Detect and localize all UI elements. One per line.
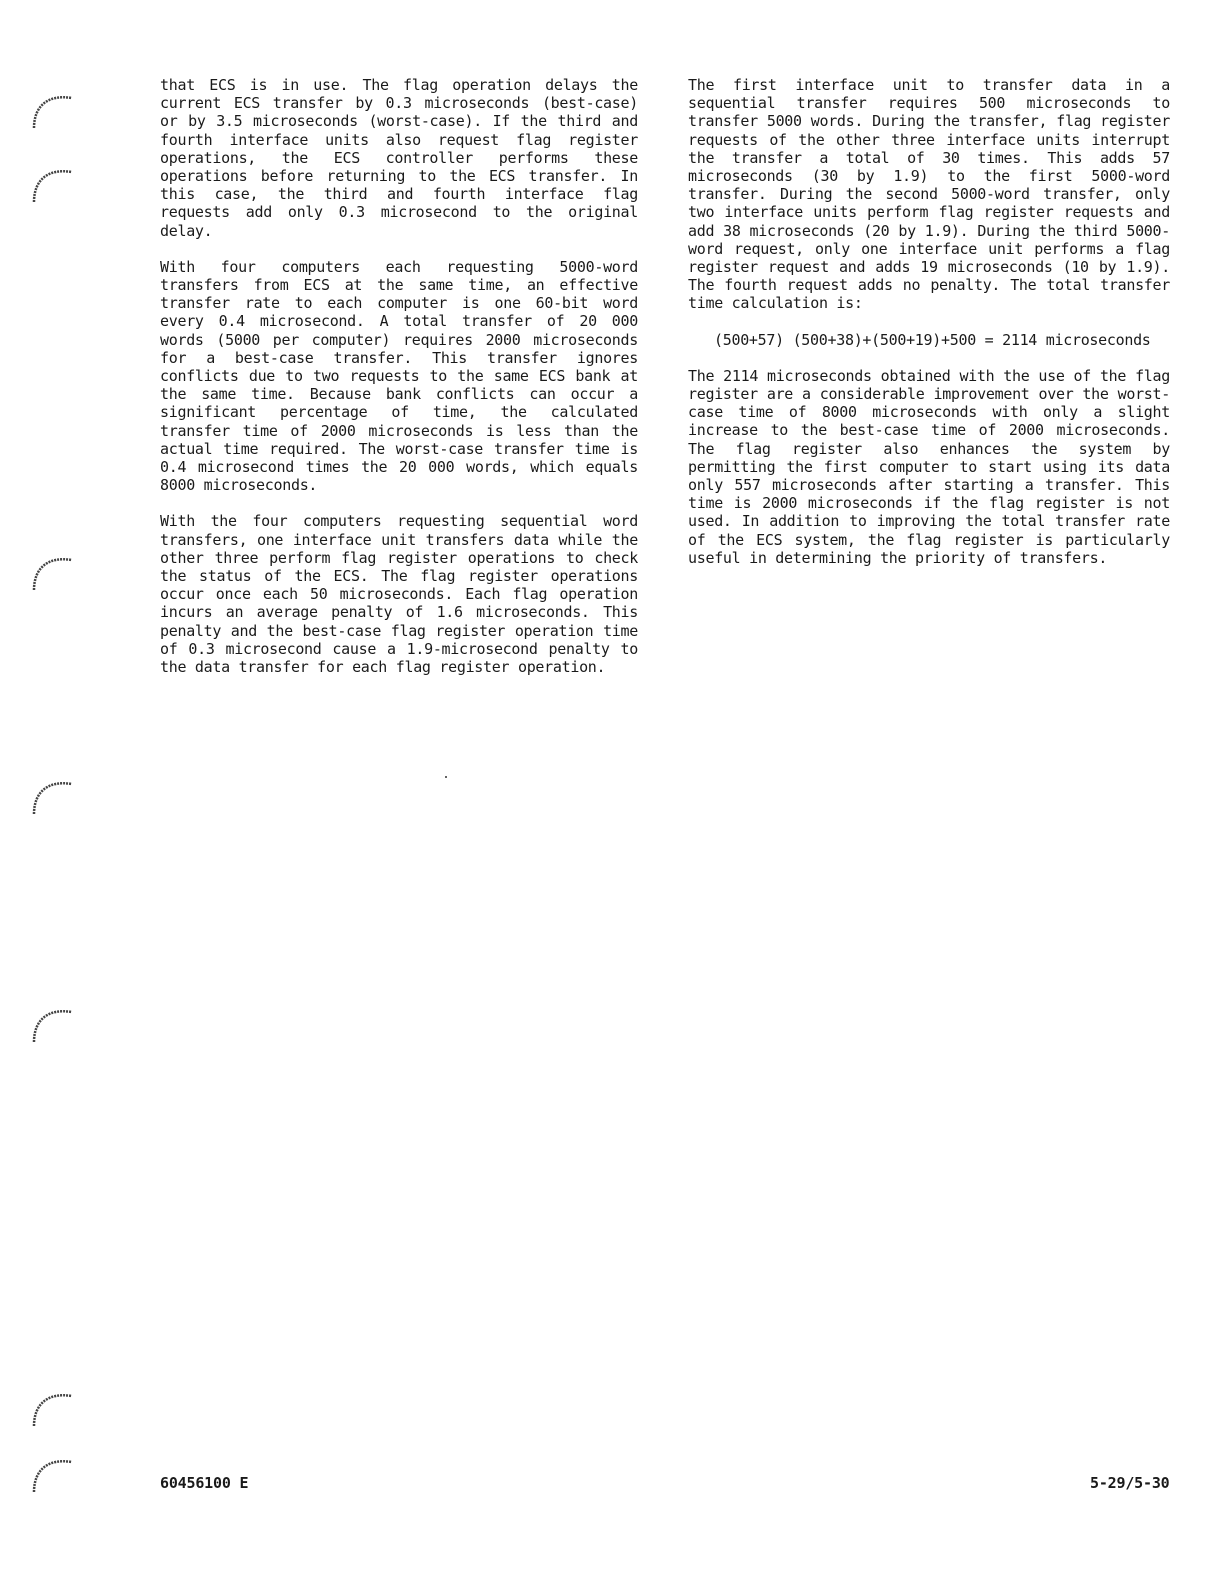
scan-speck bbox=[445, 776, 447, 778]
binder-hole-mark bbox=[28, 770, 76, 818]
binder-hole-mark bbox=[28, 1448, 76, 1496]
binder-hole-mark bbox=[28, 84, 76, 132]
binder-hole-mark bbox=[28, 158, 76, 206]
body-paragraph: With the four computers requesting sequential word transfers, one interface unit transfers data while the other three perform flag register operations to check the status of the ECS. The flag register operations occur once each 50 microseconds. Each flag operation incurs an average penalty of 1.6 microseconds. This penalty and the best-case flag register operation time of 0.3 microsecond cause a 1.9-microsecond penalty to the data transfer for each flag register operation. bbox=[160, 512, 638, 677]
left-text-column bbox=[160, 76, 638, 694]
body-paragraph: The 2114 microseconds obtained with the use of the flag register are a considerable improvement over the worst-case time of 8000 microseconds with only a slight increase to the best-case time of 2000 microseconds. The flag register also enhances the system by permitting the first computer to start using its data only 557 microseconds after starting a transfer. This time is 2000 microseconds if the flag register is not used. In addition to improving the total transfer rate of the ECS system, the flag register is particularly useful in determining the priority of transfers. bbox=[688, 366, 1170, 567]
body-paragraph: that ECS is in use. The flag operation delays the current ECS transfer by 0.3 microseconds (best-case) or by 3.5 microseconds (worst-case). If the third and fourth interface units also request flag register operations, the ECS controller performs these operations before returning to the ECS transfer. In this case, the third and fourth interface flag requests add only 0.3 microsecond to the original delay. bbox=[160, 76, 638, 240]
body-paragraph: With four computers each requesting 5000-word transfers from ECS at the same time, an effective transfer rate to each computer is one 60-bit word every 0.4 microsecond. A total transfer of 20 000 words (5000 per computer) requires 2000 microseconds for a best-case transfer. This transfer ignores conflicts due to two requests to the same ECS bank at the same time. Because bank conflicts can occur a significant percentage of time, the calculated transfer time of 2000 microseconds is less than the actual time required. The worst-case transfer time is 0.4 microsecond times the 20 000 words, which equals 8000 microseconds. bbox=[160, 257, 638, 495]
binder-hole-mark bbox=[28, 998, 76, 1046]
binder-hole-mark bbox=[28, 546, 76, 594]
binder-hole-mark bbox=[28, 1382, 76, 1430]
body-paragraph: The first interface unit to transfer data in a sequential transfer requires 500 microseconds to transfer 5000 words. During the transfer, flag register requests of the other three interface units interrupt the transfer a total of 30 times. This adds 57 microseconds (30 by 1.9) to the first 5000-word transfer. During the second 5000-word transfer, only two interface units perform flag register requests and add 38 microseconds (20 by 1.9). During the third 5000-word request, only one interface unit performs a flag register request and adds 19 microseconds (10 by 1.9). The fourth request adds no penalty. The total transfer time calculation is: bbox=[688, 76, 1170, 313]
page-number: 5-29/5-30 bbox=[1090, 1474, 1170, 1492]
transfer-time-equation: (500+57) (500+38)+(500+19)+500 = 2114 microseconds bbox=[714, 330, 1151, 349]
document-number: 60456100 E bbox=[160, 1474, 249, 1492]
right-text-column bbox=[688, 76, 1170, 585]
